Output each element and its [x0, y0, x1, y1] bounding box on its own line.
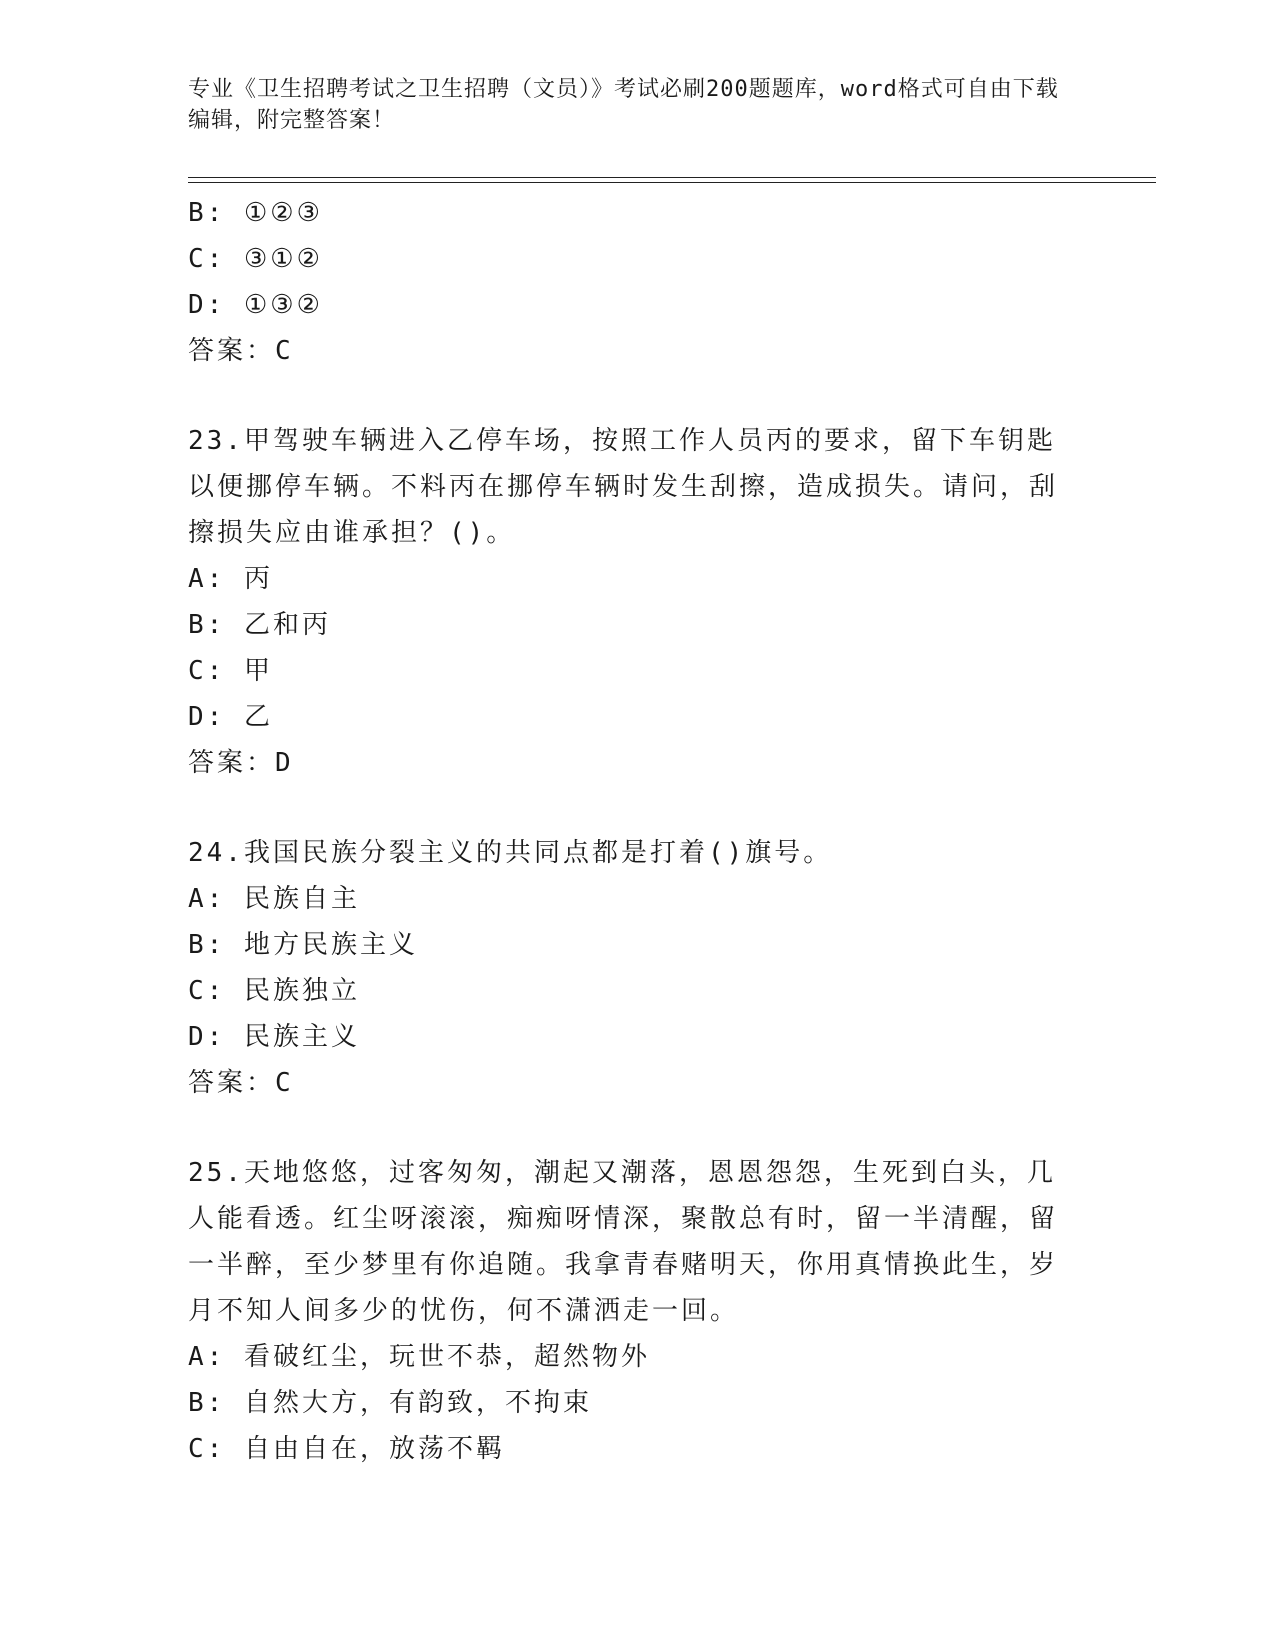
- option-text: ③①②: [243, 244, 323, 274]
- option-d: [188, 282, 1068, 328]
- option-label: D:: [188, 290, 226, 320]
- option-text: 民族主义: [243, 1022, 360, 1052]
- option-a: [188, 1334, 1068, 1380]
- option-text: 乙: [243, 702, 273, 732]
- answer-line: 答案：D: [188, 748, 294, 778]
- spacer: [188, 374, 1068, 418]
- option-text: 民族独立: [243, 976, 360, 1006]
- option-c: [188, 1426, 1068, 1472]
- option-d: [188, 694, 1068, 740]
- option-label: C:: [188, 976, 226, 1006]
- option-text: 乙和丙: [243, 610, 331, 640]
- question-text: 23.甲驾驶车辆进入乙停车场，按照工作人员丙的要求，留下车钥匙以便挪停车辆。不料丙在挪停车辆时发生刮擦，造成损失。请问，刮擦损失应由谁承担？()。: [188, 426, 1059, 548]
- option-text: ①③②: [243, 290, 323, 320]
- question-text: 24.我国民族分裂主义的共同点都是打着()旗号。: [188, 838, 833, 868]
- option-label: A:: [188, 1342, 226, 1372]
- option-label: D:: [188, 702, 226, 732]
- option-c: [188, 648, 1068, 694]
- option-text: 自由自在，放荡不羁: [243, 1434, 505, 1464]
- answer-line: 答案：C: [188, 1068, 294, 1098]
- answer-line: 答案：C: [188, 336, 294, 366]
- header-divider: [188, 177, 1156, 183]
- option-a: [188, 556, 1068, 602]
- spacer: [188, 1106, 1068, 1150]
- option-label: B:: [188, 610, 226, 640]
- option-text: ①②③: [243, 198, 323, 228]
- option-label: A:: [188, 884, 226, 914]
- document-body: [188, 190, 1068, 1472]
- question-25: [188, 1150, 1068, 1472]
- document-header: 专业《卫生招聘考试之卫生招聘（文员）》考试必刷200题题库，word格式可自由下载编辑，附完整答案！: [188, 77, 1059, 133]
- spacer: [188, 786, 1068, 830]
- option-b: [188, 602, 1068, 648]
- option-label: A:: [188, 564, 226, 594]
- option-b: [188, 190, 1068, 236]
- option-text: 看破红尘，玩世不恭，超然物外: [243, 1342, 650, 1372]
- option-label: B:: [188, 198, 226, 228]
- prev-question-block: [188, 190, 1068, 374]
- option-c: [188, 236, 1068, 282]
- option-label: C:: [188, 1434, 226, 1464]
- option-text: 甲: [243, 656, 273, 686]
- option-label: C:: [188, 656, 226, 686]
- option-text: 丙: [243, 564, 273, 594]
- option-label: B:: [188, 930, 226, 960]
- option-label: C:: [188, 244, 226, 274]
- option-b: [188, 922, 1068, 968]
- option-a: [188, 876, 1068, 922]
- question-23: [188, 418, 1068, 786]
- option-b: [188, 1380, 1068, 1426]
- option-c: [188, 968, 1068, 1014]
- option-text: 自然大方，有韵致，不拘束: [243, 1388, 592, 1418]
- option-text: 民族自主: [243, 884, 360, 914]
- option-text: 地方民族主义: [243, 930, 418, 960]
- option-label: B:: [188, 1388, 226, 1418]
- question-24: [188, 830, 1068, 1106]
- option-d: [188, 1014, 1068, 1060]
- question-text: 25.天地悠悠，过客匆匆，潮起又潮落，恩恩怨怨，生死到白头，几人能看透。红尘呀滚滚，痴痴呀情深，聚散总有时，留一半清醒，留一半醉，至少梦里有你追随。我拿青春赌明天，你用真情换此生，岁月不知人间多少的忧伤，何不潇洒走一回。: [188, 1158, 1059, 1326]
- option-label: D:: [188, 1022, 226, 1052]
